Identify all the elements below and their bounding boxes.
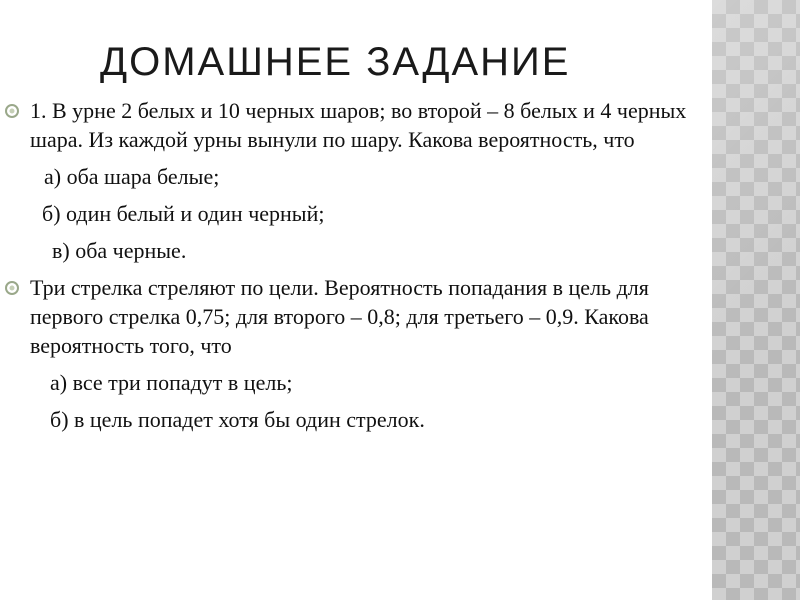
slide-content [0,96,712,434]
task-1-text: 1. В урне 2 белых и 10 черных шаров; во второй – 8 белых и 4 черных шара. Из каждой урны вынули по шару. Какова вероятность, что [30,98,687,152]
bullet-circle-icon [4,280,20,296]
task-2-item-b: б) в цель попадет хотя бы один стрелок. [50,407,425,432]
slide-title: ДОМАШНЕЕ ЗАДАНИЕ [100,40,571,84]
bullet-circle-icon [4,103,20,119]
task-2 [0,273,690,434]
task-1 [0,96,690,265]
decorative-side-band [712,0,800,600]
task-2-item-a: а) все три попадут в цель; [50,370,293,395]
task-2-text: Три стрелка стреляют по цели. Вероятность попадания в цель для первого стрелка 0,75; для второго – 0,8; для третьего – 0,9. Какова вероятность того, что [30,275,649,358]
task-1-item-c: в) оба черные. [52,238,187,263]
task-1-item-b: б) один белый и один черный; [42,201,325,226]
task-1-item-a: а) оба шара белые; [44,164,220,189]
